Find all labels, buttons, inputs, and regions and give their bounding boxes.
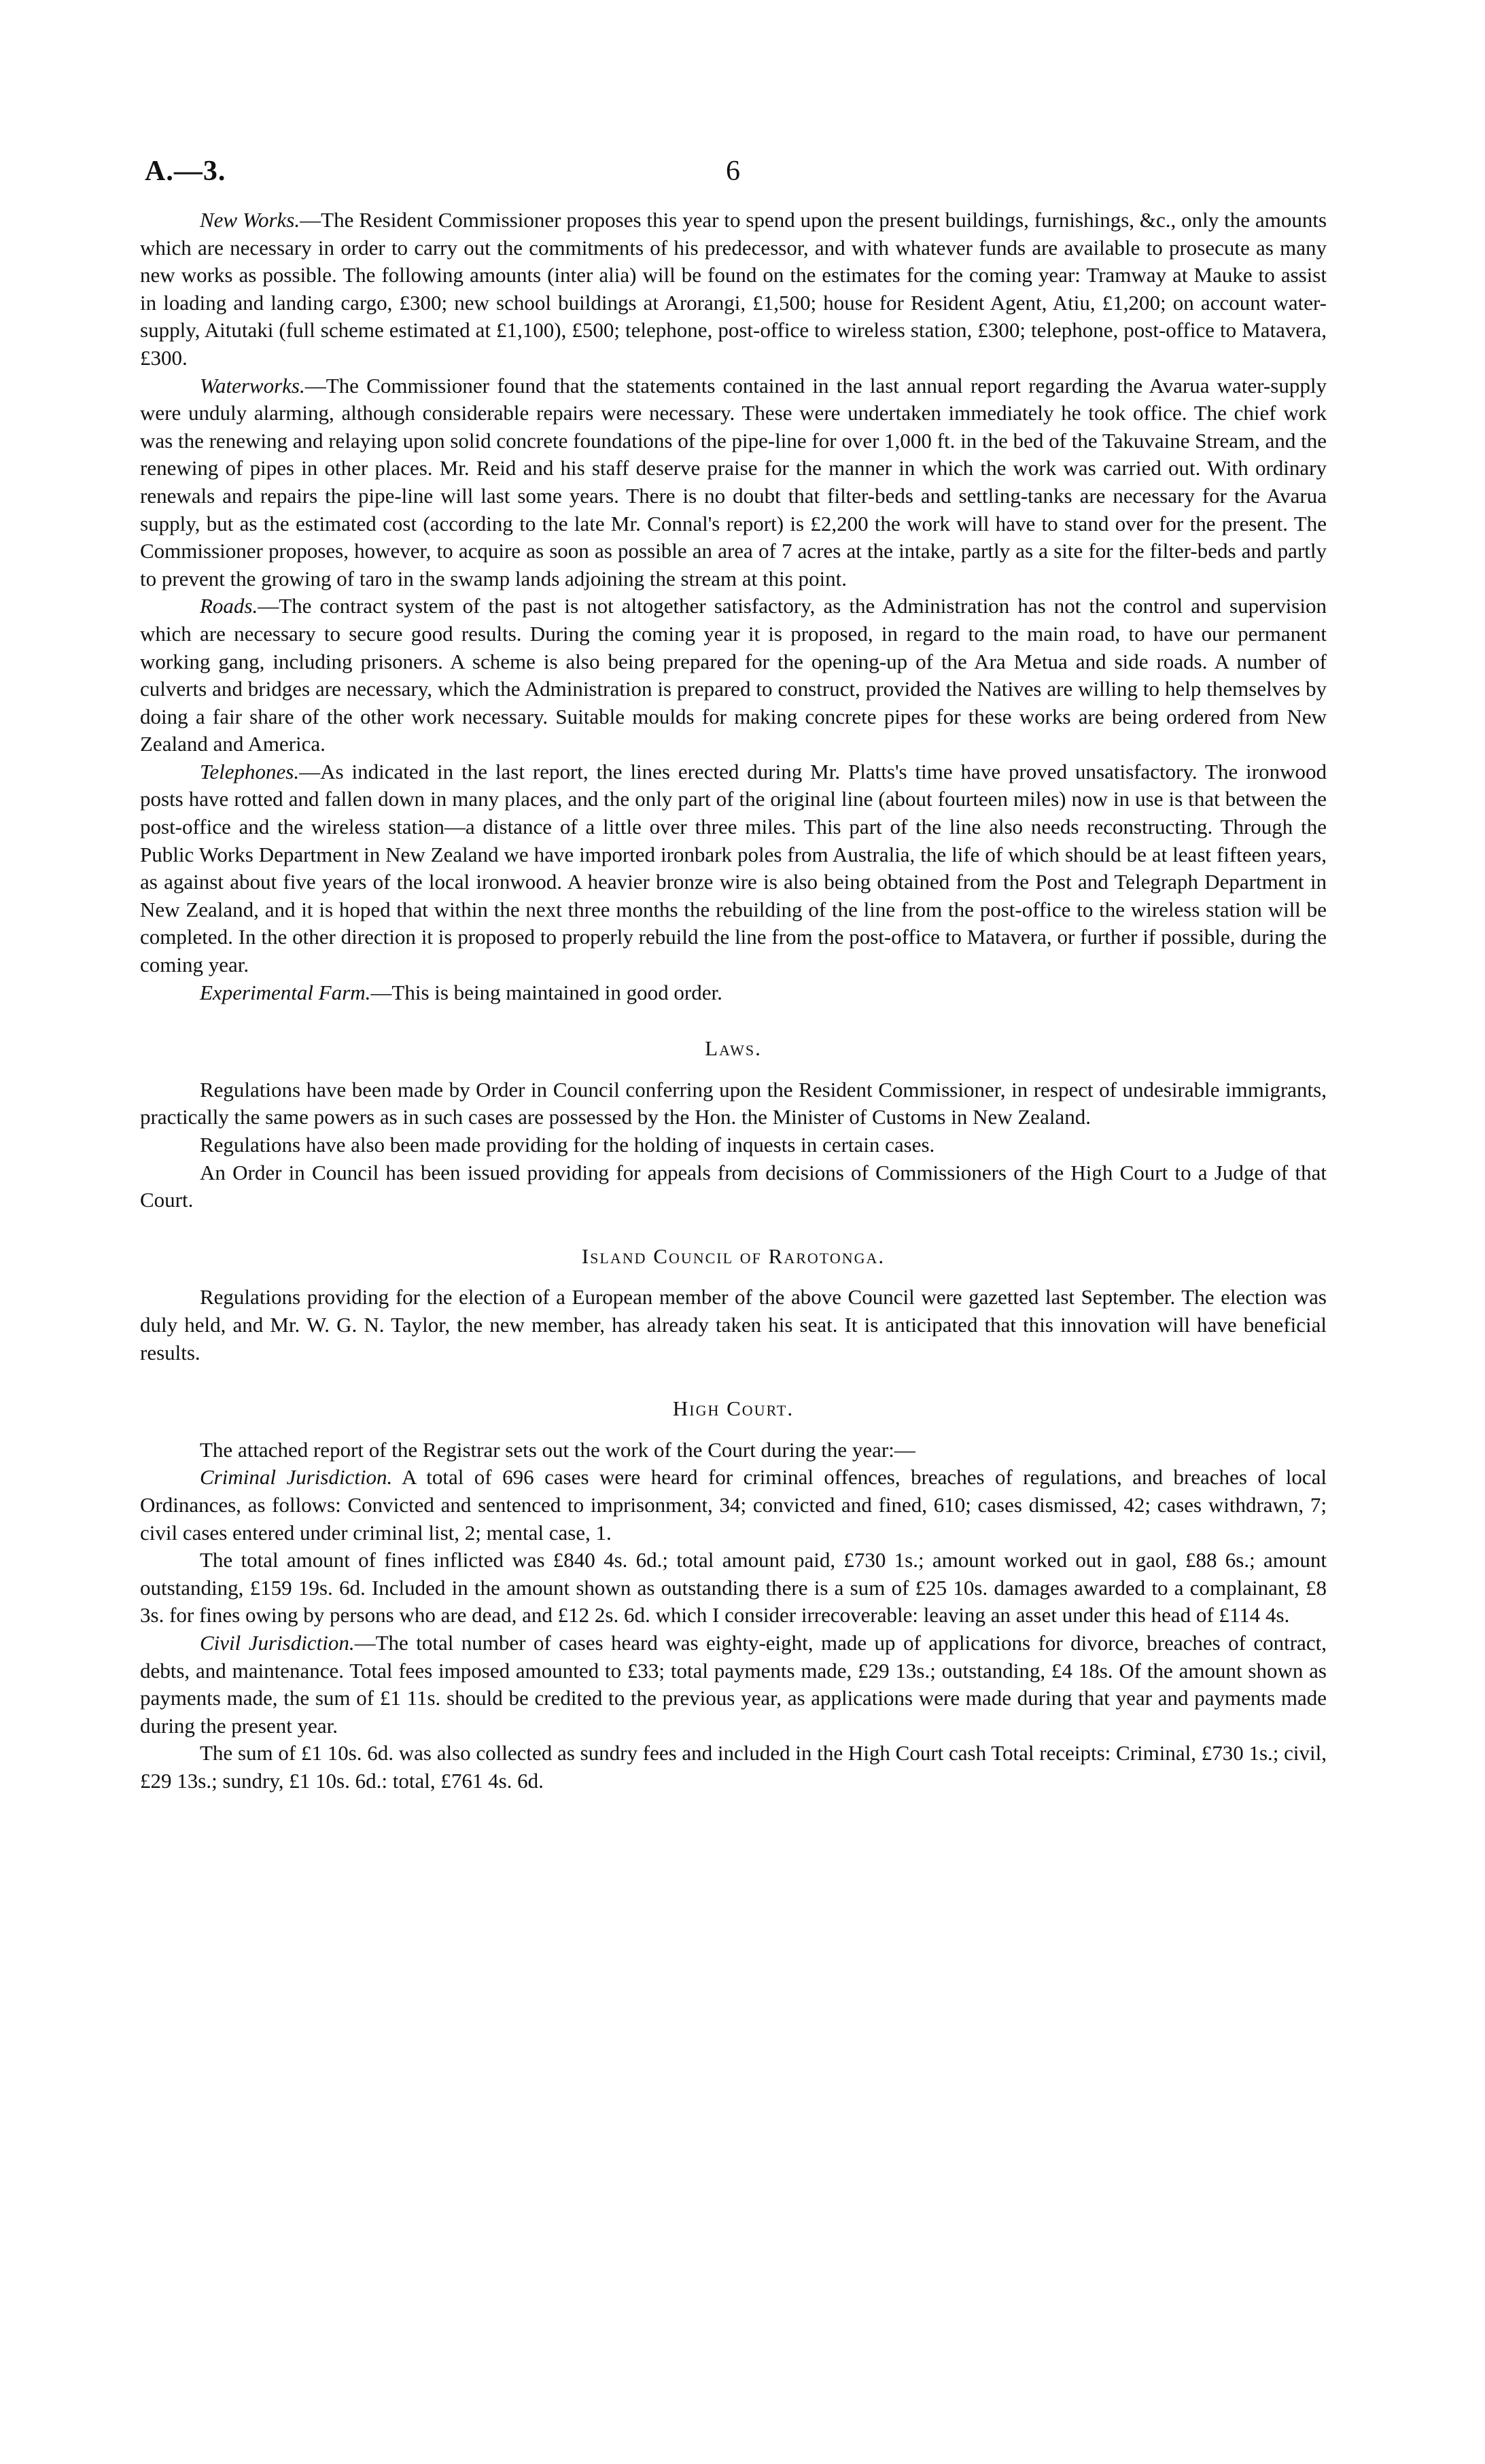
paragraph-telephones bbox=[140, 758, 1327, 979]
paragraph-roads bbox=[140, 593, 1327, 758]
paragraph-text: A total of 696 cases were heard for criminal offences, breaches of regulations, and breaches of local Ordinances, as follows: Convicted and sentenced to imprisonment, 34; convicted and fined, 610; cases dismissed, 42; cases withdrawn, 7; civil cases entered under criminal list, 2; mental case, 1. bbox=[140, 1465, 1327, 1545]
paragraph-experimental-farm bbox=[140, 979, 1327, 1007]
paragraph-island-council bbox=[140, 1284, 1327, 1367]
paragraph-lead: Civil Jurisdiction. bbox=[200, 1630, 355, 1655]
paragraph-criminal-jurisdiction bbox=[140, 1464, 1327, 1547]
paragraph-lead: Experimental Farm. bbox=[200, 980, 371, 1004]
document-body bbox=[140, 207, 1327, 1795]
section-heading-high-court: High Court. bbox=[672, 1396, 794, 1421]
paragraph-new-works bbox=[140, 207, 1327, 372]
page-number: 6 bbox=[726, 156, 740, 187]
paragraph-text: Regulations have been made by Order in Council conferring upon the Resident Commissioner, in respect of undesirable immigrants, practically the same powers as in such cases are possessed by the Hon. the Minister of Customs in New Zealand. bbox=[140, 1077, 1327, 1129]
paragraph-text: —As indicated in the last report, the lines erected during Mr. Platts's time have proved unsatisfactory. The ironwood posts have rotted and fallen down in many places, and the only part of the original line (about fourteen miles) now in use is that between the post-office and the wireless station—a distance of a little over three miles. This part of the line also needs reconstructing. Through the Public Works Department in New Zealand we have imported ironbark poles from Australia, the life of which should be at least fifteen years, as against about five years of the local ironwood. A heavier bronze wire is also being obtained from the Post and Telegraph Department in New Zealand, and it is hoped that within the next three months the rebuilding of the line from the post-office to the wireless station will be completed. In the other direction it is proposed to properly rebuild the line from the post-office to Matavera, or further if possible, during the coming year. bbox=[140, 759, 1327, 977]
paragraph-text: An Order in Council has been issued providing for appeals from decisions of Commissioners of the High Court to a Judge of that Court. bbox=[140, 1160, 1327, 1212]
paragraph-text: —The contract system of the past is not altogether satisfactory, as the Administration has not the control and supervision which are necessary to secure good results. During the coming year it is proposed, in regard to the main road, to have our permanent working gang, including prisoners. A scheme is also being prepared for the opening-up of the Ara Metua and side roads. A number of culverts and bridges are necessary, which the Administration is prepared to construct, provided the Natives are willing to help themselves by doing a fair share of the other work necessary. Suitable moulds for making concrete pipes for these works are being ordered from New Zealand and America. bbox=[140, 594, 1327, 756]
paragraph-text: Regulations providing for the election of a European member of the above Council were gazetted last September. The election was duly held, and Mr. W. G. N. Taylor, the new member, has already taken his seat. It is anticipated that this innovation will have beneficial results. bbox=[140, 1285, 1327, 1365]
paragraph-text: The sum of £1 10s. 6d. was also collected as sundry fees and included in the High Court cash Total receipts: Criminal, £730 1s.; civil, £29 13s.; sundry, £1 10s. 6d.: total, £761 4s. 6d. bbox=[140, 1741, 1327, 1793]
paragraph-text: —The total number of cases heard was eighty-eight, made up of applications for divorce, breaches of contract, debts, and maintenance. Total fees imposed amounted to £33; total payments made, £29 13s.; outstanding, £4 18s. Of the amount shown as payments made, the sum of £1 11s. should be credited to the previous year, as applications were made during that year and payments made during the present year. bbox=[140, 1630, 1327, 1738]
section-heading-island-council: Island Council of Rarotonga. bbox=[581, 1244, 886, 1268]
paragraph-text: The attached report of the Registrar sets out the work of the Court during the year:— bbox=[200, 1437, 915, 1462]
paragraph-lead: Telephones. bbox=[200, 759, 300, 784]
paragraph-waterworks bbox=[140, 372, 1327, 593]
paragraph-lead: New Works. bbox=[200, 208, 300, 232]
paragraph-lead: Roads. bbox=[200, 594, 258, 618]
paragraph-civil-jurisdiction bbox=[140, 1630, 1327, 1740]
paragraph-text: —The Resident Commissioner proposes this year to spend upon the present buildings, furnishings, &c., only the amounts which are necessary in order to carry out the commitments of his predecessor, and with whatever funds are available to prosecute as many new works as possible. The following amounts (inter alia) will be found on the estimates for the coming year: Tramway at Mauke to assist in loading and landing cargo, £300; new school buildings at Arorangi, £1,500; house for Resident Agent, Atiu, £1,200; on account water-supply, Aitutaki (full scheme estimated at £1,100), £500; telephone, post-office to wireless station, £300; telephone, post-office to Matavera, £300. bbox=[140, 208, 1327, 370]
paragraph-total-receipts bbox=[140, 1740, 1327, 1795]
paragraph-laws-immigrants bbox=[140, 1076, 1327, 1131]
paragraph-text: Regulations have also been made providing for the holding of inquests in certain cases. bbox=[200, 1133, 935, 1157]
paragraph-laws-inquests bbox=[140, 1131, 1327, 1159]
paragraph-text: The total amount of fines inflicted was £840 4s. 6d.; total amount paid, £730 1s.; amount worked out in gaol, £88 6s.; amount outstanding, £159 19s. 6d. Included in the amount shown as outstanding there is a sum of £25 10s. damages awarded to a complainant, £8 3s. for fines owing by persons who are dead, and £12 2s. 6d. which I consider irrecoverable: leaving an asset under this head of £114 4s. bbox=[140, 1548, 1327, 1627]
paragraph-text: —The Commissioner found that the statements contained in the last annual report regarding the Avarua water-supply were unduly alarming, although considerable repairs were necessary. These were undertaken immediately he took office. The chief work was the renewing and relaying upon solid concrete foundations of the pipe-line for over 1,000 ft. in the bed of the Takuvaine Stream, and the renewing of pipes in other places. Mr. Reid and his staff deserve praise for the manner in which the work was carried out. With ordinary renewals and repairs the pipe-line will last some years. There is no doubt that filter-beds and settling-tanks are necessary for the Avarua supply, but as the estimated cost (according to the late Mr. Connal's report) is £2,200 the work will have to stand over for the present. The Commissioner proposes, however, to acquire as soon as possible an area of 7 acres at the intake, partly as a site for the filter-beds and partly to prevent the growing of taro in the swamp lands adjoining the stream at this point. bbox=[140, 373, 1327, 591]
paragraph-laws-appeals bbox=[140, 1159, 1327, 1214]
section-heading-laws: Laws. bbox=[705, 1036, 762, 1061]
paragraph-high-court-intro bbox=[140, 1437, 1327, 1464]
paragraph-lead: Waterworks. bbox=[200, 373, 305, 398]
document-code: A.—3. bbox=[145, 156, 226, 187]
page-header bbox=[145, 155, 1340, 196]
paragraph-text: —This is being maintained in good order. bbox=[370, 980, 722, 1004]
paragraph-fines bbox=[140, 1547, 1327, 1630]
paragraph-lead: Criminal Jurisdiction. bbox=[200, 1465, 393, 1490]
